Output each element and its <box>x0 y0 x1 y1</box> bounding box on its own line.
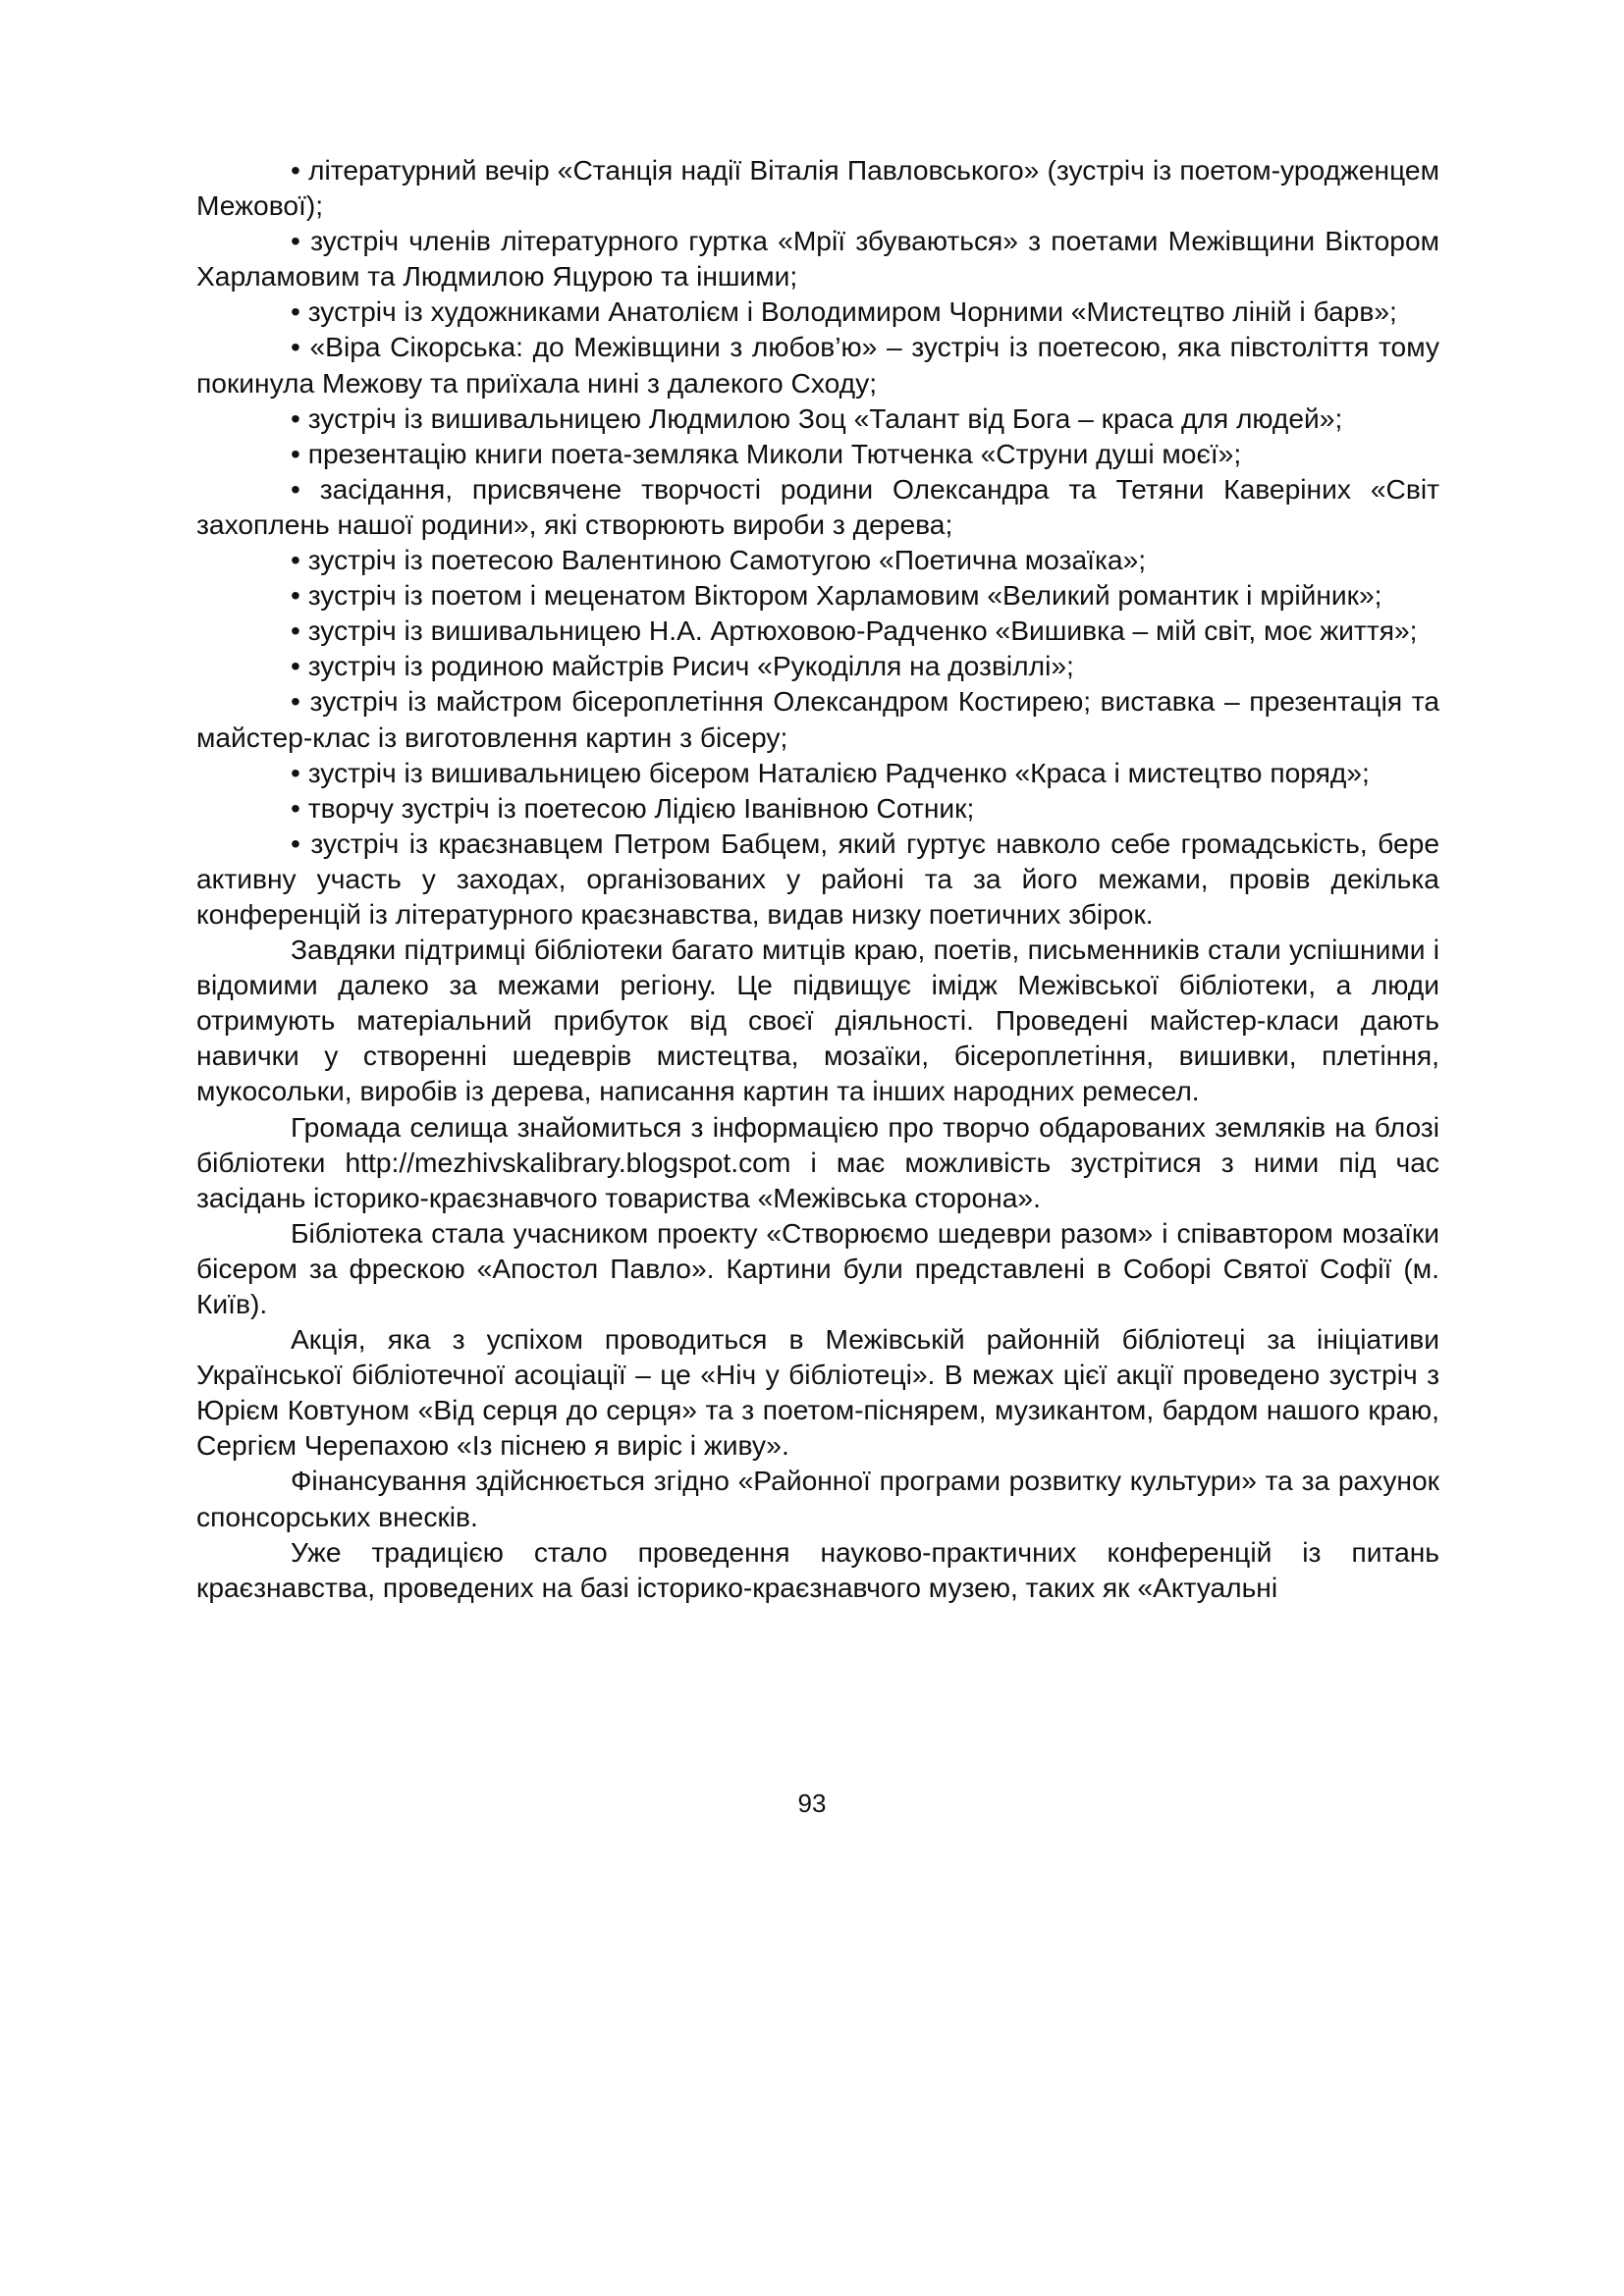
list-item: • зустріч із краєзнавцем Петром Бабцем, який гуртує навколо себе громадськість, бере активну участь у заходах, організованих у районі та за його межами, провів декілька конференцій із літературного краєзнавства, видав низку поетичних збірок. <box>196 826 1439 932</box>
list-item: • засідання, присвячене творчості родини Олександра та Тетяни Каверіних «Світ захоплень нашої родини», які створюють вироби з дерева; <box>196 471 1439 542</box>
paragraph: Уже традицією стало проведення науково-практичних конференцій із питань краєзнавства, проведених на базі історико-краєзнавчого музею, таких як «Актуальні <box>196 1535 1439 1603</box>
list-item: • літературний вечір «Станція надії Віталія Павловського» (зустріч із поетом-уродженцем Межової); <box>196 152 1439 223</box>
list-item: • зустріч із вишивальницею бісером Наталією Радченко «Краса і мистецтво поряд»; <box>196 755 1439 790</box>
paragraph: Завдяки підтримці бібліотеки багато митців краю, поетів, письменників стали успішними і відомими далеко за межами регіону. Це підвищує імідж Межівської бібліотеки, а люди отримують матеріальний прибуток від своєї діяльності. Проведені майстер-класи дають навички у створенні шедеврів мистецтва, мозаїки, бісероплетіння, вишивки, плетіння, мукосольки, виробів із дерева, написання картин та інших народних ремесел. <box>196 934 1439 1107</box>
list-item: • зустріч із художниками Анатолієм і Володимиром Чорними «Мистецтво ліній і барв»; <box>196 294 1439 329</box>
body-paragraphs <box>196 932 1439 1605</box>
paragraph: Громада селища знайомиться з інформацією про творчо обдарованих земляків на блозі бібліотеки http://mezhivskalibrary.blogspot.com і має можливість зустрітися з ними під час засідань історико-краєзнавчого товариства «Межівська сторона». <box>196 1110 1439 1213</box>
paragraph: Акція, яка з успіхом проводиться в Межівській районній бібліотеці за ініціативи Української бібліотечної асоціації – це «Ніч у бібліотеці». В межах цієї акції проведено зустріч з Юрієм Ковтуном «Від серця до серця» та з поетом-піснярем, музикантом, бардом нашого краю, Сергієм Черепахою «Із піснею я виріс і живу». <box>196 1323 1439 1462</box>
list-item: • презентацію книги поета-земляка Миколи Тютченка «Струни душі моєї»; <box>196 436 1439 471</box>
list-item: • зустріч із майстром бісероплетіння Олександром Костирею; виставка – презентація та майстер-клас із виготовлення картин з бісеру; <box>196 683 1439 754</box>
list-item: • зустріч із поетесою Валентиною Самотугою «Поетична мозаїка»; <box>196 542 1439 577</box>
list-item: • зустріч із вишивальницею Людмилою Зоц «Талант від Бога – краса для людей»; <box>196 400 1439 436</box>
list-item: • зустріч членів літературного гуртка «Мрії збуваються» з поетами Межівщини Віктором Харламовим та Людмилою Яцурою та іншими; <box>196 223 1439 294</box>
page-number: 93 <box>797 1789 827 1818</box>
page-body <box>196 152 1439 1605</box>
event-list <box>196 152 1439 932</box>
paragraph: Бібліотека стала учасником проекту «Створюємо шедеври разом» і співавтором мозаїки бісером за фрескою «Апостол Павло». Картини були представлені в Соборі Святої Софії (м. Київ). <box>196 1216 1439 1319</box>
list-item: • зустріч із родиною майстрів Рисич «Рукоділля на дозвіллі»; <box>196 648 1439 683</box>
list-item: • зустріч із вишивальницею Н.А. Артюховою-Радченко «Вишивка – мій світ, моє життя»; <box>196 613 1439 648</box>
list-item: • «Віра Сікорська: до Межівщини з любов’ю» – зустріч із поетесою, яка півстоліття тому покинула Межову та приїхала нині з далекого Сходу; <box>196 329 1439 400</box>
paragraph: Фінансування здійснюється згідно «Районної програми розвитку культури» та за рахунок спонсорських внесків. <box>196 1465 1439 1532</box>
list-item: • творчу зустріч із поетесою Лідією Іванівною Сотник; <box>196 790 1439 826</box>
list-item: • зустріч із поетом і меценатом Віктором Харламовим «Великий романтик і мрійник»; <box>196 577 1439 613</box>
